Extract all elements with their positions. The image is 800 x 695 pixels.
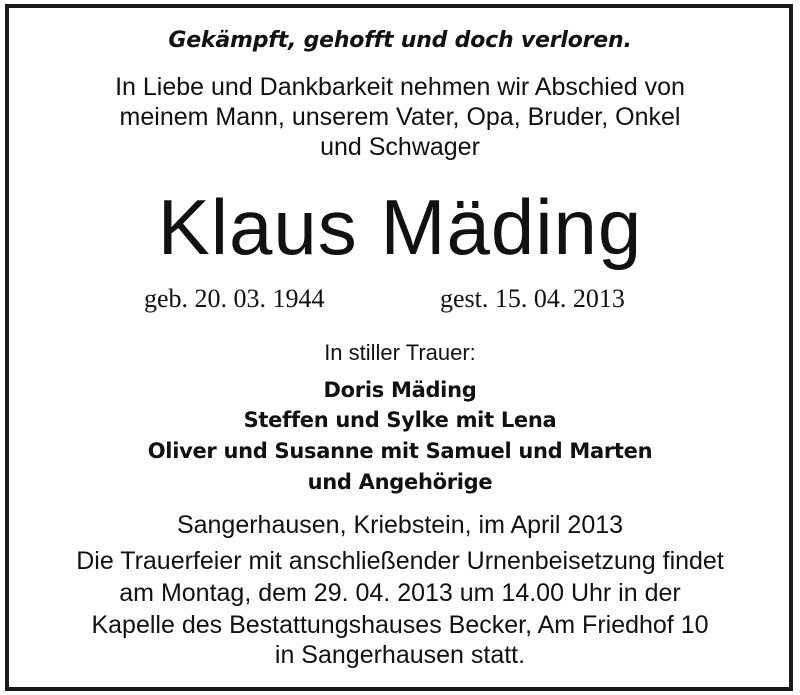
place-date: Sangerhausen, Kriebstein, im April 2013 [176, 511, 624, 539]
intro-line: und Schwager [320, 133, 480, 161]
mourner-line: Steffen und Sylke mit Lena [243, 408, 557, 432]
mourner-line: Doris Mäding [323, 378, 477, 402]
life-dates [0, 282, 800, 316]
mourner-line: und Angehörige [307, 470, 493, 494]
mourner-line: Oliver und Susanne mit Samuel und Marten [147, 439, 653, 463]
ceremony-line: Die Trauerfeier mit anschließender Urnenbeisetzung findet [76, 547, 724, 575]
ceremony-line: am Montag, dem 29. 04. 2013 um 14.00 Uhr in der [119, 579, 681, 607]
death-date: gest. 15. 04. 2013 [440, 284, 625, 313]
deceased-name: Klaus Mäding [157, 183, 643, 271]
ceremony-line: in Sangerhausen statt. [274, 641, 526, 669]
intro-line: In Liebe und Dankbarkeit nehmen wir Abschied von [115, 73, 685, 101]
birth-date: geb. 20. 03. 1944 [144, 284, 325, 313]
intro-line: meinem Mann, unserem Vater, Opa, Bruder, Onkel [119, 103, 681, 131]
motto: Gekämpft, gehofft und doch verloren. [168, 28, 632, 53]
ceremony-line: Kapelle des Bestattungshauses Becker, Am Friedhof 10 [91, 611, 709, 639]
mourning-heading: In stiller Trauer: [324, 340, 476, 365]
